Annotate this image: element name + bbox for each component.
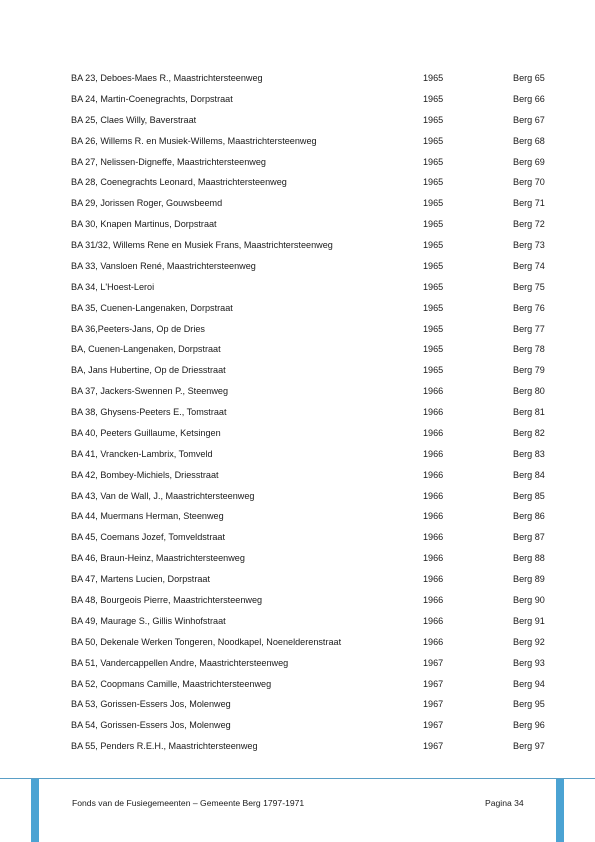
entry-inventory-number: Berg 81	[513, 407, 545, 418]
entry-year: 1965	[423, 281, 444, 292]
list-item	[0, 530, 595, 544]
list-item	[0, 468, 595, 482]
footer-accent-bar-left	[31, 779, 39, 842]
entry-inventory-number: Berg 73	[513, 240, 545, 251]
entry-year: 1966	[423, 574, 444, 585]
entry-inventory-number: Berg 94	[513, 678, 545, 689]
entry-year: 1965	[423, 323, 444, 334]
entry-inventory-number: Berg 72	[513, 219, 545, 230]
entry-inventory-number: Berg 93	[513, 657, 545, 668]
entry-year: 1966	[423, 553, 444, 564]
list-item	[0, 489, 595, 503]
entry-inventory-number: Berg 85	[513, 490, 545, 501]
entry-year: 1966	[423, 490, 444, 501]
entry-description: BA 30, Knapen Martinus, Dorpstraat	[71, 219, 217, 230]
list-item	[0, 322, 595, 336]
entry-year: 1965	[423, 365, 444, 376]
entry-inventory-number: Berg 71	[513, 198, 545, 209]
list-item	[0, 384, 595, 398]
entry-year: 1965	[423, 156, 444, 167]
entry-year: 1966	[423, 511, 444, 522]
entry-description: BA 25, Claes Willy, Baverstraat	[71, 114, 197, 125]
entry-inventory-number: Berg 96	[513, 720, 545, 731]
entry-year: 1966	[423, 386, 444, 397]
list-item	[0, 280, 595, 294]
footer-accent-bar-right	[556, 779, 564, 842]
entry-inventory-number: Berg 91	[513, 615, 545, 626]
entry-description: BA 26, Willems R. en Musiek-Willems, Maastrichtersteenweg	[71, 135, 317, 146]
entry-inventory-number: Berg 67	[513, 114, 545, 125]
list-item	[0, 677, 595, 691]
list-item	[0, 697, 595, 711]
list-item	[0, 217, 595, 231]
entry-description: BA 34, L'Hoest-Leroi	[71, 281, 155, 292]
entry-description: BA 52, Coopmans Camille, Maastrichtersteenweg	[71, 678, 272, 689]
entry-inventory-number: Berg 90	[513, 595, 545, 605]
entry-inventory-number: Berg 92	[513, 636, 545, 647]
list-item	[0, 718, 595, 732]
list-item	[0, 134, 595, 148]
entry-year: 1966	[423, 636, 444, 647]
entry-inventory-number: Berg 83	[513, 448, 545, 459]
entry-inventory-number: Berg 68	[513, 135, 545, 146]
entry-year: 1967	[423, 720, 444, 731]
entry-year: 1967	[423, 678, 444, 689]
list-item	[0, 614, 595, 628]
entry-description: BA 37, Jackers-Swennen P., Steenweg	[71, 386, 229, 397]
entry-inventory-number: Berg 77	[513, 323, 545, 334]
entry-year: 1965	[423, 93, 444, 104]
page-number: Pagina 34	[485, 798, 524, 808]
footer-title: Fonds van de Fusiegemeenten – Gemeente Berg 1797-1971	[72, 798, 305, 808]
entry-year: 1965	[423, 344, 444, 355]
entry-inventory-number: Berg 75	[513, 281, 545, 292]
list-item	[0, 635, 595, 649]
list-item	[0, 405, 595, 419]
entry-inventory-number: Berg 89	[513, 574, 545, 585]
entry-year: 1965	[423, 240, 444, 251]
entry-year: 1966	[423, 427, 444, 438]
footer-divider	[0, 778, 595, 779]
entry-year: 1966	[423, 615, 444, 626]
entry-year: 1966	[423, 407, 444, 418]
entry-inventory-number: Berg 82	[513, 427, 545, 438]
list-item	[0, 92, 595, 106]
entry-inventory-number: Berg 88	[513, 553, 545, 564]
list-item	[0, 196, 595, 210]
entry-inventory-number: Berg 97	[513, 741, 545, 752]
list-item	[0, 301, 595, 315]
entry-inventory-number: Berg 87	[513, 532, 545, 543]
entry-year: 1967	[423, 657, 444, 668]
entry-description: BA 55, Penders R.E.H., Maastrichtersteenweg	[71, 741, 258, 752]
entry-year: 1965	[423, 219, 444, 230]
entry-description: BA 54, Gorissen-Essers Jos, Molenweg	[71, 720, 231, 731]
entry-description: BA, Jans Hubertine, Op de Driesstraat	[71, 365, 226, 376]
list-item	[0, 342, 595, 356]
list-item	[0, 739, 595, 753]
list-item	[0, 71, 595, 85]
entry-description: BA 28, Coenegrachts Leonard, Maastrichtersteenweg	[71, 177, 287, 188]
entry-inventory-number: Berg 80	[513, 386, 545, 397]
entry-inventory-number: Berg 78	[513, 344, 545, 355]
entry-description: BA 29, Jorissen Roger, Gouwsbeemd	[71, 198, 223, 209]
entry-description: BA 51, Vandercappellen Andre, Maastrichtersteenweg	[71, 657, 289, 668]
entry-description: BA, Cuenen-Langenaken, Dorpstraat	[71, 344, 221, 355]
entry-inventory-number: Berg 86	[513, 511, 545, 522]
entry-inventory-number: Berg 66	[513, 93, 545, 104]
entry-description: BA 40, Peeters Guillaume, Ketsingen	[71, 427, 221, 438]
list-item	[0, 259, 595, 273]
entry-inventory-number: Berg 74	[513, 260, 545, 271]
entry-description: BA 23, Deboes-Maes R., Maastrichtersteenweg	[71, 73, 263, 83]
entry-year: 1965	[423, 73, 444, 83]
entry-description: BA 41, Vrancken-Lambrix, Tomveld	[71, 448, 213, 459]
entry-year: 1966	[423, 532, 444, 543]
list-item	[0, 551, 595, 565]
entry-year: 1965	[423, 135, 444, 146]
entry-description: BA 38, Ghysens-Peeters E., Tomstraat	[71, 407, 227, 418]
list-item	[0, 238, 595, 252]
entry-inventory-number: Berg 76	[513, 302, 545, 313]
entry-year: 1965	[423, 114, 444, 125]
entry-description: BA 24, Martin-Coenegrachts, Dorpstraat	[71, 93, 233, 104]
entry-year: 1966	[423, 469, 444, 480]
entry-inventory-number: Berg 95	[513, 699, 545, 710]
list-item	[0, 363, 595, 377]
entry-description: BA 49, Maurage S., Gillis Winhofstraat	[71, 615, 226, 626]
entry-description: BA 47, Martens Lucien, Dorpstraat	[71, 574, 211, 585]
entry-description: BA 43, Van de Wall, J., Maastrichtersteenweg	[71, 490, 255, 501]
list-item	[0, 426, 595, 440]
entry-year: 1965	[423, 177, 444, 188]
entry-year: 1965	[423, 260, 444, 271]
entry-year: 1966	[423, 595, 444, 605]
entry-description: BA 46, Braun-Heinz, Maastrichtersteenweg	[71, 553, 245, 564]
entry-inventory-number: Berg 65	[513, 73, 545, 83]
entry-inventory-number: Berg 69	[513, 156, 545, 167]
entry-year: 1966	[423, 448, 444, 459]
entry-inventory-number: Berg 79	[513, 365, 545, 376]
entry-description: BA 48, Bourgeois Pierre, Maastrichtersteenweg	[71, 595, 263, 605]
entry-year: 1967	[423, 741, 444, 752]
entry-description: BA 53, Gorissen-Essers Jos, Molenweg	[71, 699, 231, 710]
entry-description: BA 42, Bombey-Michiels, Driesstraat	[71, 469, 219, 480]
list-item	[0, 593, 595, 607]
entry-inventory-number: Berg 84	[513, 469, 545, 480]
entry-year: 1967	[423, 699, 444, 710]
list-item	[0, 509, 595, 523]
entry-description: BA 35, Cuenen-Langenaken, Dorpstraat	[71, 302, 233, 313]
list-item	[0, 155, 595, 169]
list-item	[0, 447, 595, 461]
list-item	[0, 113, 595, 127]
list-item	[0, 175, 595, 189]
entry-year: 1965	[423, 198, 444, 209]
entry-inventory-number: Berg 70	[513, 177, 545, 188]
entry-description: BA 33, Vansloen René, Maastrichtersteenweg	[71, 260, 256, 271]
entry-year: 1965	[423, 302, 444, 313]
entry-description: BA 50, Dekenale Werken Tongeren, Noodkapel, Noenelderenstraat	[71, 636, 342, 647]
entry-description: BA 31/32, Willems Rene en Musiek Frans, Maastrichtersteenweg	[71, 240, 333, 251]
entry-description: BA 36,Peeters-Jans, Op de Dries	[71, 323, 205, 334]
entry-description: BA 44, Muermans Herman, Steenweg	[71, 511, 224, 522]
list-item	[0, 572, 595, 586]
entry-description: BA 27, Nelissen-Digneffe, Maastrichtersteenweg	[71, 156, 266, 167]
entry-description: BA 45, Coemans Jozef, Tomveldstraat	[71, 532, 225, 543]
list-item	[0, 656, 595, 670]
